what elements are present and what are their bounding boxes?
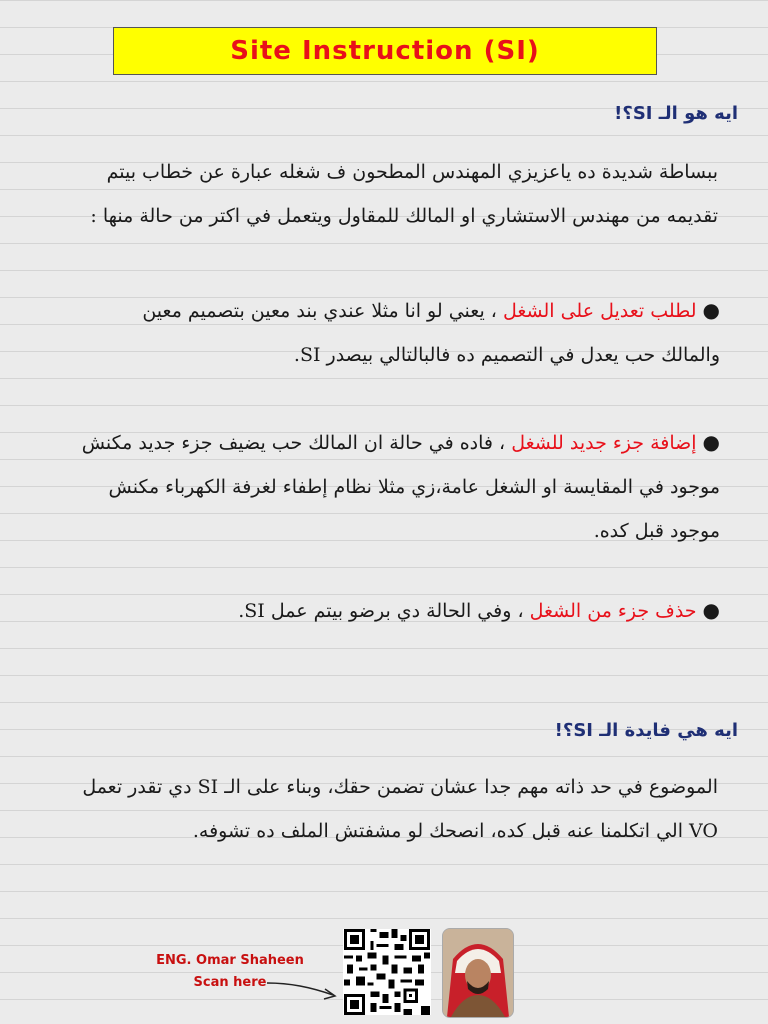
arrow-icon <box>265 975 340 1005</box>
page-title: Site Instruction (SI) <box>230 36 540 66</box>
bullet-item <box>80 588 720 633</box>
author-photo <box>442 928 514 1018</box>
qr-code-icon[interactable] <box>343 929 431 1015</box>
author-name: ENG. Omar Shaheen <box>156 953 304 968</box>
bullet-icon: ● <box>702 298 720 322</box>
bullet-text: ، وفي الحالة دي برضو بيتم عمل SI. <box>238 600 524 622</box>
bullet-icon: ● <box>702 430 720 454</box>
bullet-highlight: حذف جزء من الشغل <box>529 600 697 622</box>
scan-label: Scan here <box>193 975 267 990</box>
bullet-item <box>80 420 720 553</box>
bullet-text: ، فاده في حالة ان المالك حب يضيف جزء جديد مكنش موجود في المقايسة او الشغل عامة،زي مثلا نظام إطفاء لغرفة الكهرباء مكنش موجود قبل كده. <box>81 432 720 542</box>
bullet-highlight: إضافة جزء جديد للشغل <box>511 432 697 454</box>
section1-heading: ايه هو الـ SI؟! <box>614 103 738 124</box>
section2-body: الموضوع في حد ذاته مهم جدا عشان تضمن حقك، وبناء على الـ SI دي تقدر تعمل VO الي اتكلمنا عنه قبل كده، انصحك لو مشفتش الملف ده تشوفه. <box>82 776 718 842</box>
bullet-item <box>80 288 720 377</box>
title-banner <box>113 27 657 75</box>
bullet-icon: ● <box>702 598 720 622</box>
section2-heading: ايه هي فايدة الـ SI؟! <box>554 720 738 741</box>
bullet-highlight: لطلب تعديل على الشغل <box>502 300 697 322</box>
bullet-text: ، يعني لو انا مثلا عندي بند معين بتصميم معين والمالك حب يعدل في التصميم ده فالبالتالي بيصدر SI. <box>142 300 720 366</box>
section1-intro: ببساطة شديدة ده ياعزيزي المهندس المطحون ف شغله عبارة عن خطاب بيتم تقديمه من مهندس الاستشاري او المالك للمقاول ويتعمل في اكتر من حالة منها : <box>90 161 718 227</box>
